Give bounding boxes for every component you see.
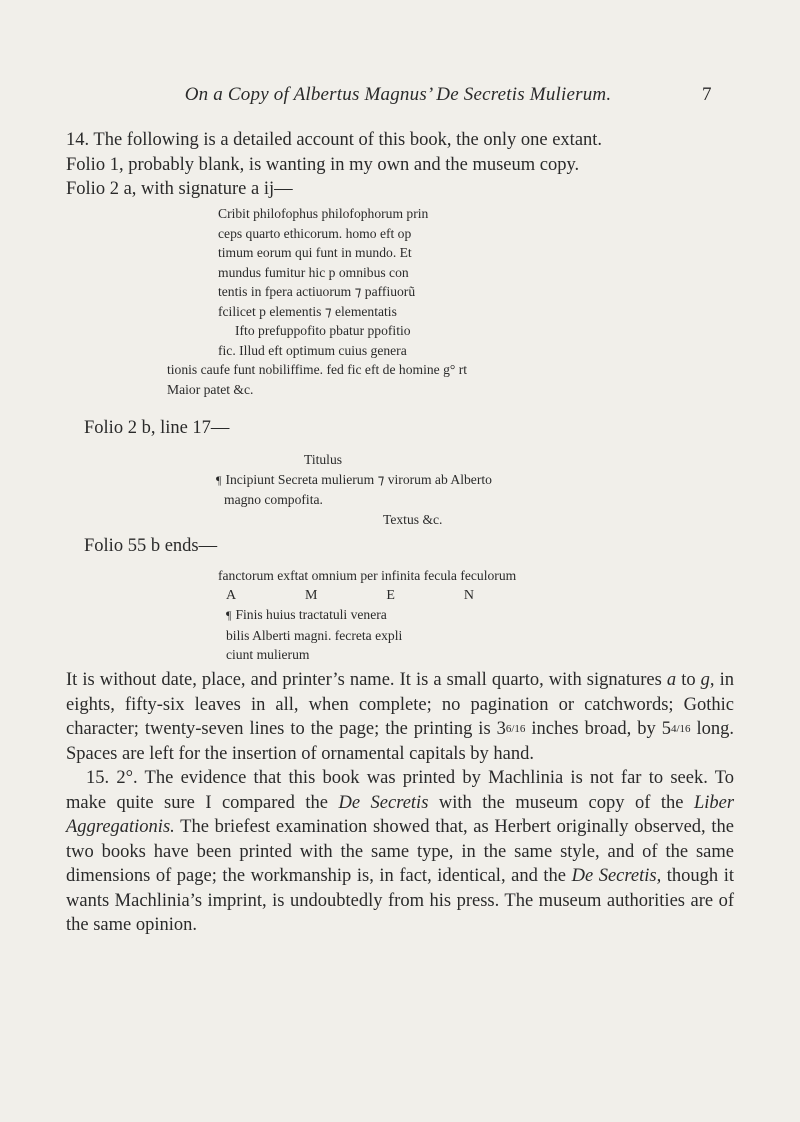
pilcrow-mark: ¶ bbox=[226, 608, 232, 622]
running-title: On a Copy of Albertus Magnus’ De Secretis Mulierum. bbox=[184, 84, 612, 105]
quote-line: ¶ Incipiunt Secreta mulierum ⁊ virorum ab Alberto bbox=[216, 471, 492, 487]
quote-line: ciunt mulierum bbox=[226, 647, 310, 662]
pilcrow-mark: ¶ bbox=[216, 472, 222, 487]
quote-line: magno compofita. bbox=[224, 492, 323, 507]
folio-2b-label: Folio 2 b, line 17— bbox=[84, 418, 230, 438]
paragraph-format: It is without date, place, and printer’s name. It is a small quarto, with signatures a to g, in eights, fifty-six leaves in all, when complete; no pagination or catchwords; Gothic character; twenty-seven lines to the page; the printing is 36/16 inches broad, by 54/16 long. Spaces are left for the insertion of ornamental capitals by hand. bbox=[66, 670, 734, 764]
quote-line: Ifto prefuppofito pbatur ppofitio bbox=[235, 323, 411, 338]
quote-line: bilis Alberti magni. fecreta expli bbox=[226, 627, 403, 643]
amen-line: A M E N bbox=[226, 587, 474, 603]
quote-heading: Titulus bbox=[304, 452, 343, 467]
quote-line: fcilicet p elementis ⁊ elementatis bbox=[218, 303, 397, 319]
description-paragraphs bbox=[66, 668, 734, 938]
quote-line: ceps quarto ethicorum. homo eft op bbox=[218, 225, 412, 241]
quote-line: Cribit philofophus philofophorum prin bbox=[218, 206, 429, 221]
quote-line: mundus fumitur hic p omnibus con bbox=[218, 264, 409, 280]
intro-line: Folio 1, probably blank, is wanting in my own and the museum copy. bbox=[66, 154, 580, 175]
quote-line: ¶ Finis huius tractatuli venera bbox=[226, 607, 387, 622]
intro-line: 14. The following is a detailed account of this book, the only one extant. bbox=[66, 130, 603, 150]
quote-closing: Textus &c. bbox=[383, 511, 443, 527]
intro-line: Folio 2 a, with signature a ij— bbox=[66, 179, 293, 199]
quote-line: Maior patet &c. bbox=[167, 381, 254, 397]
quote-folio-55b bbox=[218, 566, 516, 665]
folio-55b-label: Folio 55 b ends— bbox=[84, 536, 218, 556]
quote-folio-2a bbox=[167, 204, 468, 399]
paragraph-evidence: 15. 2°. The evidence that this book was printed by Machlinia is not far to seek. To make quite sure I compared the De Secretis with the museum copy of the Liber Aggregationis. The briefest examination showed that, as Herbert originally observed, the two books have been printed with the same type, in the same style, and of the same dimensions of page; the workmanship is, in fact, identical, and the De Secretis, though it wants Machlinia’s imprint, is undoubtedly from his press. The museum authorities are of the same opinion. bbox=[66, 768, 735, 935]
quote-line: tionis caufe funt nobiliffime. fed fic eft de homine g° rt bbox=[167, 362, 468, 377]
quote-line: timum eorum qui funt in mundo. Et bbox=[218, 245, 412, 260]
page-number: 7 bbox=[702, 84, 712, 105]
quote-folio-2b bbox=[216, 450, 492, 529]
quote-line: fic. Illud eft optimum cuius genera bbox=[218, 342, 407, 358]
intro-paragraph bbox=[66, 128, 734, 202]
quote-line: fanctorum exftat omnium per infinita fecula feculorum bbox=[218, 568, 517, 583]
quote-line: tentis in fpera actiuorum ⁊ paffiuorũ bbox=[218, 284, 416, 299]
